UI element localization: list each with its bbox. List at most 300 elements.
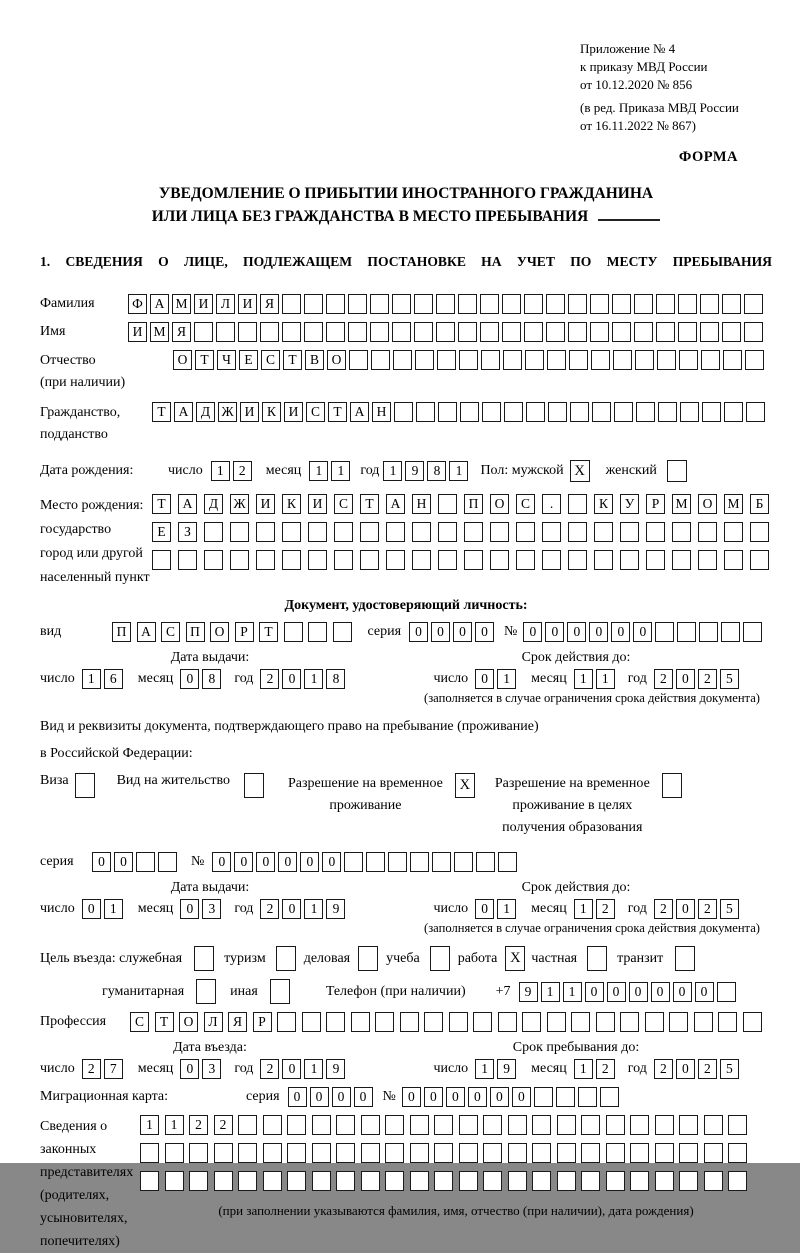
char-box[interactable]: 0 — [475, 899, 494, 919]
char-box[interactable]: М — [672, 494, 691, 514]
char-box[interactable]: 0 — [490, 1087, 509, 1107]
char-box[interactable] — [434, 1115, 453, 1135]
visa-checkbox[interactable] — [75, 773, 95, 798]
char-box[interactable] — [370, 294, 389, 314]
char-box[interactable] — [591, 350, 610, 370]
char-box[interactable]: Т — [155, 1012, 174, 1032]
char-box[interactable]: 0 — [300, 852, 319, 872]
char-box[interactable]: Т — [360, 494, 379, 514]
char-box[interactable]: К — [594, 494, 613, 514]
char-box[interactable]: 0 — [695, 982, 714, 1002]
char-box[interactable]: 0 — [633, 622, 652, 642]
char-box[interactable]: 0 — [651, 982, 670, 1002]
char-box[interactable] — [366, 852, 385, 872]
char-box[interactable]: Т — [259, 622, 278, 642]
char-box[interactable] — [260, 322, 279, 342]
char-box[interactable]: 1 — [475, 1059, 494, 1079]
char-box[interactable]: 2 — [82, 1059, 101, 1079]
char-box[interactable]: 0 — [589, 622, 608, 642]
char-box[interactable]: 1 — [596, 669, 615, 689]
char-box[interactable] — [546, 294, 565, 314]
char-box[interactable] — [434, 1171, 453, 1191]
char-box[interactable] — [394, 402, 413, 422]
purpose-private-checkbox[interactable] — [587, 946, 607, 971]
char-box[interactable] — [498, 1012, 517, 1032]
char-box[interactable] — [532, 1143, 551, 1163]
char-box[interactable] — [581, 1171, 600, 1191]
char-box[interactable] — [263, 1143, 282, 1163]
char-box[interactable] — [414, 322, 433, 342]
char-box[interactable] — [606, 1171, 625, 1191]
char-box[interactable] — [481, 350, 500, 370]
char-box[interactable] — [308, 550, 327, 570]
char-box[interactable] — [606, 1143, 625, 1163]
char-box[interactable]: 0 — [475, 622, 494, 642]
char-box[interactable]: 0 — [567, 622, 586, 642]
char-box[interactable] — [459, 1143, 478, 1163]
char-box[interactable]: М — [150, 322, 169, 342]
char-box[interactable] — [424, 1012, 443, 1032]
char-box[interactable]: 2 — [596, 1059, 615, 1079]
char-box[interactable] — [723, 350, 742, 370]
char-box[interactable]: 0 — [607, 982, 626, 1002]
char-box[interactable] — [516, 522, 535, 542]
char-box[interactable] — [436, 322, 455, 342]
char-box[interactable] — [238, 1171, 257, 1191]
char-box[interactable] — [571, 1012, 590, 1032]
char-box[interactable] — [165, 1171, 184, 1191]
purpose-official-checkbox[interactable] — [194, 946, 214, 971]
char-box[interactable] — [388, 852, 407, 872]
char-box[interactable]: 0 — [180, 669, 199, 689]
char-box[interactable] — [568, 522, 587, 542]
char-box[interactable]: 0 — [310, 1087, 329, 1107]
char-box[interactable]: 1 — [574, 1059, 593, 1079]
char-box[interactable] — [635, 350, 654, 370]
char-box[interactable] — [606, 1115, 625, 1135]
char-box[interactable]: Р — [253, 1012, 272, 1032]
char-box[interactable] — [361, 1143, 380, 1163]
char-box[interactable]: Д — [196, 402, 215, 422]
char-box[interactable] — [334, 522, 353, 542]
char-box[interactable]: Ж — [218, 402, 237, 422]
char-box[interactable]: 1 — [383, 461, 402, 481]
char-box[interactable]: 8 — [202, 669, 221, 689]
char-box[interactable] — [333, 622, 352, 642]
char-box[interactable] — [658, 402, 677, 422]
char-box[interactable] — [238, 1143, 257, 1163]
char-box[interactable] — [548, 402, 567, 422]
char-box[interactable] — [308, 522, 327, 542]
char-box[interactable]: Я — [260, 294, 279, 314]
char-box[interactable] — [326, 294, 345, 314]
char-box[interactable]: 0 — [676, 899, 695, 919]
sex-male-checkbox[interactable]: X — [570, 460, 590, 482]
char-box[interactable] — [178, 550, 197, 570]
purpose-study-checkbox[interactable] — [430, 946, 450, 971]
char-box[interactable] — [569, 350, 588, 370]
char-box[interactable]: О — [490, 494, 509, 514]
char-box[interactable]: И — [284, 402, 303, 422]
char-box[interactable] — [400, 1012, 419, 1032]
sex-female-checkbox[interactable] — [667, 460, 687, 482]
char-box[interactable]: 0 — [424, 1087, 443, 1107]
char-box[interactable]: 9 — [405, 461, 424, 481]
char-box[interactable]: О — [698, 494, 717, 514]
char-box[interactable]: 1 — [82, 669, 101, 689]
char-box[interactable] — [630, 1143, 649, 1163]
char-box[interactable]: . — [542, 494, 561, 514]
char-box[interactable] — [546, 322, 565, 342]
char-box[interactable] — [393, 350, 412, 370]
char-box[interactable] — [282, 522, 301, 542]
char-box[interactable]: 1 — [304, 669, 323, 689]
char-box[interactable]: А — [350, 402, 369, 422]
char-box[interactable] — [282, 550, 301, 570]
char-box[interactable] — [679, 350, 698, 370]
char-box[interactable] — [256, 522, 275, 542]
char-box[interactable]: 5 — [720, 669, 739, 689]
char-box[interactable]: И — [308, 494, 327, 514]
char-box[interactable] — [702, 402, 721, 422]
char-box[interactable] — [287, 1171, 306, 1191]
char-box[interactable]: 2 — [214, 1115, 233, 1135]
char-box[interactable] — [436, 294, 455, 314]
char-box[interactable] — [744, 322, 763, 342]
char-box[interactable]: Я — [172, 322, 191, 342]
char-box[interactable]: 1 — [304, 1059, 323, 1079]
char-box[interactable] — [336, 1171, 355, 1191]
char-box[interactable]: Я — [228, 1012, 247, 1032]
char-box[interactable] — [636, 402, 655, 422]
char-box[interactable] — [214, 1143, 233, 1163]
char-box[interactable]: 0 — [256, 852, 275, 872]
char-box[interactable]: А — [174, 402, 193, 422]
purpose-humanitarian-checkbox[interactable] — [196, 979, 216, 1004]
char-box[interactable] — [508, 1171, 527, 1191]
char-box[interactable]: 0 — [212, 852, 231, 872]
char-box[interactable] — [326, 1012, 345, 1032]
char-box[interactable] — [230, 522, 249, 542]
char-box[interactable]: 0 — [288, 1087, 307, 1107]
char-box[interactable]: 1 — [449, 461, 468, 481]
char-box[interactable]: 0 — [431, 622, 450, 642]
char-box[interactable] — [385, 1143, 404, 1163]
char-box[interactable] — [410, 1171, 429, 1191]
char-box[interactable] — [745, 350, 764, 370]
char-box[interactable] — [526, 402, 545, 422]
char-box[interactable] — [371, 350, 390, 370]
char-box[interactable] — [348, 294, 367, 314]
char-box[interactable]: 0 — [585, 982, 604, 1002]
char-box[interactable] — [459, 1171, 478, 1191]
char-box[interactable] — [458, 294, 477, 314]
char-box[interactable] — [508, 1115, 527, 1135]
char-box[interactable] — [557, 1115, 576, 1135]
char-box[interactable] — [158, 852, 177, 872]
char-box[interactable]: 8 — [427, 461, 446, 481]
char-box[interactable] — [590, 294, 609, 314]
char-box[interactable]: 0 — [234, 852, 253, 872]
char-box[interactable]: С — [516, 494, 535, 514]
char-box[interactable]: 0 — [629, 982, 648, 1002]
char-box[interactable] — [581, 1143, 600, 1163]
char-box[interactable] — [646, 522, 665, 542]
char-box[interactable]: 2 — [654, 899, 673, 919]
purpose-work-checkbox[interactable]: X — [505, 946, 525, 971]
char-box[interactable]: И — [238, 294, 257, 314]
char-box[interactable] — [743, 622, 762, 642]
char-box[interactable] — [724, 402, 743, 422]
char-box[interactable]: 0 — [180, 899, 199, 919]
char-box[interactable] — [568, 294, 587, 314]
char-box[interactable]: А — [178, 494, 197, 514]
char-box[interactable] — [657, 350, 676, 370]
char-box[interactable]: 0 — [545, 622, 564, 642]
char-box[interactable] — [722, 322, 741, 342]
char-box[interactable] — [646, 550, 665, 570]
char-box[interactable] — [547, 1012, 566, 1032]
char-box[interactable] — [568, 494, 587, 514]
char-box[interactable] — [165, 1143, 184, 1163]
char-box[interactable] — [412, 550, 431, 570]
char-box[interactable]: 0 — [468, 1087, 487, 1107]
char-box[interactable] — [592, 402, 611, 422]
char-box[interactable] — [482, 402, 501, 422]
char-box[interactable] — [136, 852, 155, 872]
char-box[interactable] — [204, 522, 223, 542]
char-box[interactable] — [263, 1171, 282, 1191]
char-box[interactable] — [312, 1171, 331, 1191]
char-box[interactable] — [672, 522, 691, 542]
char-box[interactable]: А — [150, 294, 169, 314]
char-box[interactable] — [578, 1087, 597, 1107]
char-box[interactable]: 2 — [654, 1059, 673, 1079]
char-box[interactable]: 0 — [92, 852, 111, 872]
char-box[interactable] — [679, 1115, 698, 1135]
purpose-business-checkbox[interactable] — [358, 946, 378, 971]
char-box[interactable] — [140, 1171, 159, 1191]
char-box[interactable] — [414, 294, 433, 314]
char-box[interactable] — [302, 1012, 321, 1032]
char-box[interactable]: А — [386, 494, 405, 514]
char-box[interactable] — [312, 1143, 331, 1163]
char-box[interactable] — [600, 1087, 619, 1107]
char-box[interactable] — [360, 550, 379, 570]
char-box[interactable] — [349, 350, 368, 370]
char-box[interactable] — [568, 322, 587, 342]
char-box[interactable]: 5 — [720, 1059, 739, 1079]
char-box[interactable]: 1 — [497, 669, 516, 689]
char-box[interactable]: 0 — [676, 669, 695, 689]
char-box[interactable] — [679, 1171, 698, 1191]
char-box[interactable] — [284, 622, 303, 642]
char-box[interactable] — [612, 294, 631, 314]
char-box[interactable] — [669, 1012, 688, 1032]
char-box[interactable] — [386, 522, 405, 542]
char-box[interactable]: 0 — [523, 622, 542, 642]
char-box[interactable]: 3 — [202, 899, 221, 919]
char-box[interactable] — [516, 550, 535, 570]
char-box[interactable] — [304, 322, 323, 342]
char-box[interactable] — [694, 1012, 713, 1032]
char-box[interactable]: И — [256, 494, 275, 514]
char-box[interactable] — [596, 1012, 615, 1032]
char-box[interactable] — [704, 1143, 723, 1163]
char-box[interactable]: 1 — [331, 461, 350, 481]
char-box[interactable] — [410, 852, 429, 872]
char-box[interactable] — [700, 294, 719, 314]
purpose-tourism-checkbox[interactable] — [276, 946, 296, 971]
char-box[interactable]: К — [282, 494, 301, 514]
char-box[interactable] — [326, 322, 345, 342]
char-box[interactable] — [392, 322, 411, 342]
char-box[interactable] — [746, 402, 765, 422]
char-box[interactable] — [700, 322, 719, 342]
char-box[interactable]: М — [172, 294, 191, 314]
char-box[interactable]: Б — [750, 494, 769, 514]
char-box[interactable] — [476, 852, 495, 872]
char-box[interactable]: 6 — [104, 669, 123, 689]
char-box[interactable]: Ф — [128, 294, 147, 314]
char-box[interactable] — [679, 1143, 698, 1163]
char-box[interactable]: 2 — [233, 461, 252, 481]
char-box[interactable]: С — [261, 350, 280, 370]
char-box[interactable] — [473, 1012, 492, 1032]
char-box[interactable] — [672, 550, 691, 570]
char-box[interactable] — [459, 350, 478, 370]
char-box[interactable] — [525, 350, 544, 370]
char-box[interactable]: 0 — [354, 1087, 373, 1107]
char-box[interactable]: Л — [216, 294, 235, 314]
char-box[interactable] — [336, 1143, 355, 1163]
char-box[interactable]: Р — [235, 622, 254, 642]
char-box[interactable] — [634, 294, 653, 314]
char-box[interactable]: 2 — [596, 899, 615, 919]
char-box[interactable]: 0 — [322, 852, 341, 872]
char-box[interactable] — [655, 622, 674, 642]
char-box[interactable] — [655, 1115, 674, 1135]
char-box[interactable] — [438, 550, 457, 570]
char-box[interactable]: 0 — [611, 622, 630, 642]
char-box[interactable]: 2 — [698, 669, 717, 689]
char-box[interactable] — [140, 1143, 159, 1163]
char-box[interactable] — [502, 294, 521, 314]
char-box[interactable] — [308, 622, 327, 642]
char-box[interactable] — [375, 1012, 394, 1032]
char-box[interactable]: З — [178, 522, 197, 542]
char-box[interactable] — [464, 522, 483, 542]
char-box[interactable] — [277, 1012, 296, 1032]
char-box[interactable]: С — [334, 494, 353, 514]
char-box[interactable] — [698, 550, 717, 570]
char-box[interactable] — [503, 350, 522, 370]
char-box[interactable] — [620, 550, 639, 570]
char-box[interactable] — [677, 622, 696, 642]
char-box[interactable] — [717, 982, 736, 1002]
char-box[interactable]: Ч — [217, 350, 236, 370]
char-box[interactable] — [216, 322, 235, 342]
char-box[interactable] — [656, 322, 675, 342]
char-box[interactable] — [524, 322, 543, 342]
char-box[interactable]: М — [724, 494, 743, 514]
char-box[interactable] — [534, 1087, 553, 1107]
char-box[interactable] — [152, 550, 171, 570]
char-box[interactable]: Т — [328, 402, 347, 422]
char-box[interactable] — [490, 550, 509, 570]
char-box[interactable]: И — [240, 402, 259, 422]
char-box[interactable] — [614, 402, 633, 422]
char-box[interactable] — [459, 1115, 478, 1135]
char-box[interactable] — [701, 350, 720, 370]
char-box[interactable] — [490, 522, 509, 542]
char-box[interactable]: 9 — [519, 982, 538, 1002]
char-box[interactable]: 0 — [402, 1087, 421, 1107]
char-box[interactable] — [238, 1115, 257, 1135]
char-box[interactable] — [744, 294, 763, 314]
char-box[interactable]: У — [620, 494, 639, 514]
char-box[interactable] — [532, 1115, 551, 1135]
char-box[interactable] — [630, 1115, 649, 1135]
char-box[interactable] — [655, 1143, 674, 1163]
char-box[interactable] — [336, 1115, 355, 1135]
char-box[interactable] — [680, 402, 699, 422]
char-box[interactable] — [189, 1143, 208, 1163]
char-box[interactable] — [351, 1012, 370, 1032]
char-box[interactable] — [718, 1012, 737, 1032]
char-box[interactable]: О — [179, 1012, 198, 1032]
char-box[interactable] — [678, 294, 697, 314]
char-box[interactable] — [361, 1115, 380, 1135]
char-box[interactable] — [502, 322, 521, 342]
char-box[interactable] — [256, 550, 275, 570]
char-box[interactable]: 2 — [260, 669, 279, 689]
char-box[interactable] — [524, 294, 543, 314]
char-box[interactable] — [386, 550, 405, 570]
char-box[interactable]: 0 — [282, 899, 301, 919]
char-box[interactable]: 0 — [453, 622, 472, 642]
char-box[interactable]: 0 — [180, 1059, 199, 1079]
purpose-transit-checkbox[interactable] — [675, 946, 695, 971]
char-box[interactable] — [620, 522, 639, 542]
char-box[interactable]: Т — [195, 350, 214, 370]
char-box[interactable] — [557, 1143, 576, 1163]
char-box[interactable]: А — [137, 622, 156, 642]
char-box[interactable]: 9 — [326, 899, 345, 919]
char-box[interactable]: 1 — [140, 1115, 159, 1135]
char-box[interactable]: 9 — [326, 1059, 345, 1079]
char-box[interactable] — [656, 294, 675, 314]
char-box[interactable] — [594, 550, 613, 570]
char-box[interactable]: 1 — [211, 461, 230, 481]
char-box[interactable] — [194, 322, 213, 342]
char-box[interactable] — [570, 402, 589, 422]
char-box[interactable]: 1 — [541, 982, 560, 1002]
char-box[interactable]: Л — [204, 1012, 223, 1032]
char-box[interactable] — [304, 294, 323, 314]
char-box[interactable]: О — [327, 350, 346, 370]
char-box[interactable]: 2 — [189, 1115, 208, 1135]
char-box[interactable] — [415, 350, 434, 370]
char-box[interactable] — [532, 1171, 551, 1191]
char-box[interactable] — [568, 550, 587, 570]
char-box[interactable]: 0 — [82, 899, 101, 919]
char-box[interactable]: 3 — [202, 1059, 221, 1079]
char-box[interactable]: 2 — [260, 1059, 279, 1079]
char-box[interactable]: 0 — [673, 982, 692, 1002]
char-box[interactable]: 2 — [654, 669, 673, 689]
char-box[interactable] — [437, 350, 456, 370]
